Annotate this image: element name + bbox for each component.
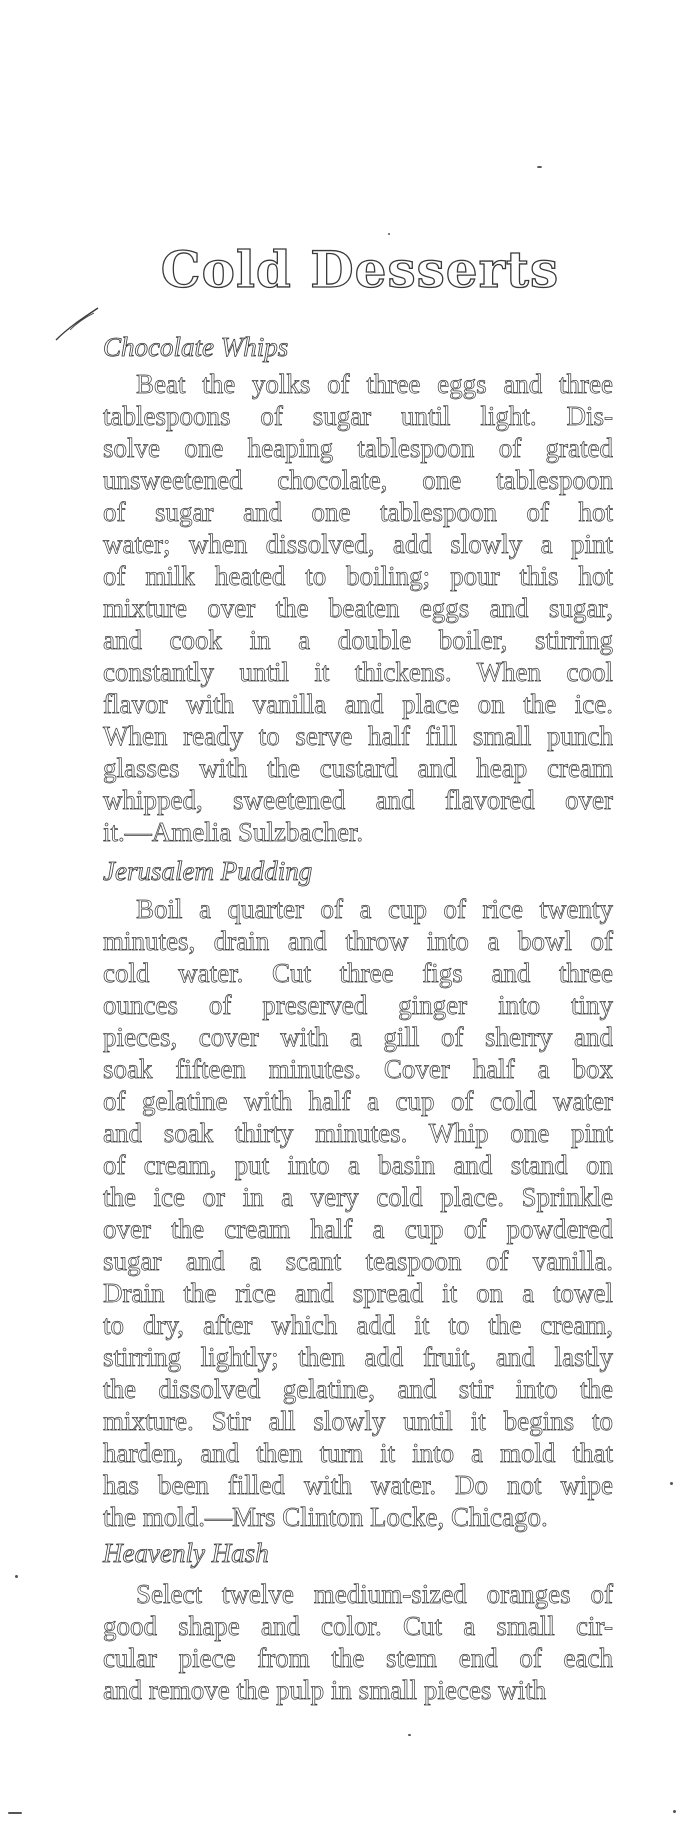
recipe-heading: Heavenly Hash [103,1538,269,1568]
text-line: ounces of preserved ginger into tiny [103,990,613,1020]
ink-speck [670,1482,673,1485]
text-line: tablespoons of sugar until light. Dis- [103,401,613,431]
text-line: of sugar and one tablespoon of hot [103,497,613,527]
text-line: sugar and a scant teaspoon of vanilla. [103,1246,613,1276]
text-line: of cream, put into a basin and stand on [103,1150,613,1180]
text-line: and soak thirty minutes. Whip one pint [103,1118,613,1148]
ink-speck [8,1812,22,1814]
text-line: soak fifteen minutes. Cover half a box [103,1054,613,1084]
text-line: good shape and color. Cut a small cir- [103,1611,613,1641]
text-line: over the cream half a cup of powdered [103,1214,613,1244]
text-line: the ice or in a very cold place. Sprinkle [103,1182,613,1212]
text-line: has been filled with water. Do not wipe [103,1470,613,1500]
text-line: mixture over the beaten eggs and sugar, [103,593,613,623]
recipe-heading: Jerusalem Pudding [103,856,313,886]
text-line: Beat the yolks of three eggs and three [136,369,613,399]
text-line: water; when dissolved, add slowly a pint [103,529,613,559]
text-line: pieces, cover with a gill of sherry and [103,1022,613,1052]
ink-speck [408,1734,411,1736]
recipe-body [103,368,613,848]
text-line: minutes, drain and throw into a bowl of [103,926,613,956]
text-line: glasses with the custard and heap cream [103,753,613,783]
ink-speck [537,166,542,168]
text-line: cold water. Cut three figs and three [103,958,613,988]
quill-mark-icon [54,304,100,344]
page-title: Cold Desserts [160,240,560,299]
text-line: When ready to serve half fill small punch [103,721,613,751]
text-line: cular piece from the stem end of each [103,1643,613,1673]
text-line: to dry, after which add it to the cream, [103,1310,613,1340]
recipe-body [103,893,613,1533]
text-line: solve one heaping tablespoon of grated [103,433,613,463]
text-line: Boil a quarter of a cup of rice twenty [136,894,613,924]
text-line: constantly until it thickens. When cool [103,657,613,687]
text-line: Drain the rice and spread it on a towel [103,1278,613,1308]
text-line: and remove the pulp in small pieces with [103,1675,547,1705]
text-line: it.—Amelia Sulzbacher. [103,817,364,847]
ink-speck [673,1810,676,1813]
text-line: unsweetened chocolate, one tablespoon [103,465,613,495]
text-line: mixture. Stir all slowly until it begins to [103,1406,613,1436]
text-line: and cook in a double boiler, stirring [103,625,613,655]
ink-speck [15,1575,18,1578]
text-line: flavor with vanilla and place on the ice. [103,689,613,719]
text-line: the mold.—Mrs Clinton Locke, Chicago. [103,1502,548,1532]
text-line: Select twelve medium-sized oranges of [136,1579,613,1609]
text-line: of gelatine with half a cup of cold water [103,1086,613,1116]
recipe-heading: Chocolate Whips [103,332,289,362]
text-line: of milk heated to boiling; pour this hot [103,561,613,591]
text-line: whipped, sweetened and flavored over [103,785,613,815]
text-line: stirring lightly; then add fruit, and lastly [103,1342,613,1372]
ink-speck [388,233,390,235]
recipe-body [103,1578,613,1706]
text-line: the dissolved gelatine, and stir into the [103,1374,613,1404]
text-line: harden, and then turn it into a mold that [103,1438,613,1468]
